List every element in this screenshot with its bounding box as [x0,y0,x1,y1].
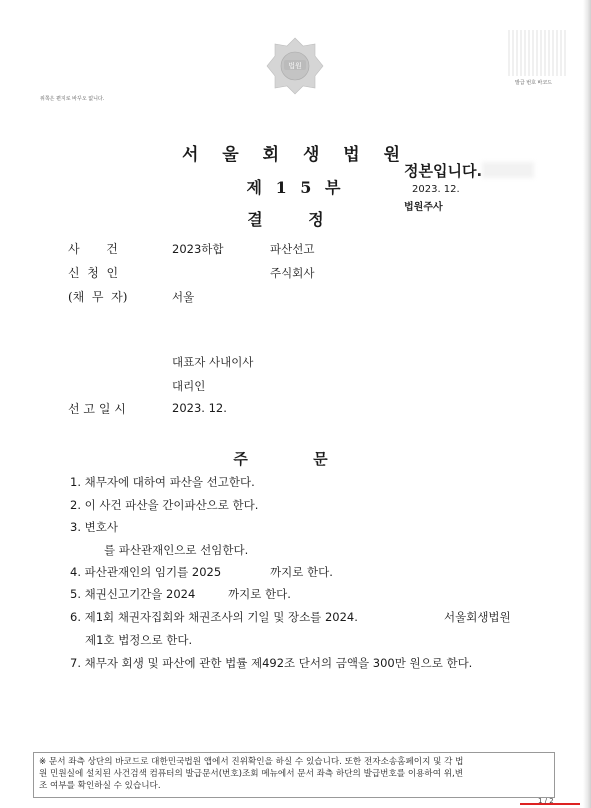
order-item-4: 4. 파산관재인의 임기를 2025 [70,565,222,579]
debtor-label: (채 무 자) [68,290,128,304]
order-item-6-place: 서울회생법원 [444,610,511,624]
court-name: 서 울 회 생 법 원 [181,145,410,165]
agent: 대리인 [172,379,206,393]
notice-line-2: 원 민원실에 설치된 사건검색 컴퓨터의 발급문서(번호)조회 메뉴에서 문서 좌측 하단의 발급번호를 이용하여 위,변 [39,769,464,779]
order-item-5: 5. 채권신고기간을 2024 [70,587,196,601]
applicant-value: 주식회사 [270,266,315,280]
issue-barcode [508,30,566,76]
case-label: 사 건 [68,242,118,256]
top-left-note: 위쪽은 편지로 바꾸오 없니다. [40,96,105,102]
page-edge-shadow [583,0,591,808]
notice-line-3: 조 여부를 확인하실 수 있습니다. [39,781,161,791]
order-item-5-cont: 까지로 한다. [228,587,291,601]
order-item-1: 1. 채무자에 대하여 파산을 선고한다. [70,475,255,489]
order-item-6: 6. 제1회 채권자집회와 채권조사의 기일 및 장소를 2024. [70,610,358,624]
court-seal-icon [265,36,325,96]
order-item-7: 7. 채무자 회생 및 파산에 관한 법률 제492조 단서의 금액을 300만 원으로 한다. [70,656,473,670]
order-item-3: 3. 변호사 [70,520,118,534]
order-item-4-cont: 까지로 한다. [270,565,333,579]
notice-line-1: ※ 문서 좌측 상단의 바코드로 대한민국법원 앱에서 진위확인을 하실 수 있습니다. 또한 전자소송홈페이지 및 각 법 [39,757,464,767]
applicant-label: 신 청 인 [68,266,119,280]
seal-text: 법원 [288,62,302,70]
barcode-caption: 발급 번호 바코드 [515,80,552,86]
case-number: 2023하합 [172,242,224,256]
certification-date: 2023. 12. [412,184,460,195]
document-type: 결 정 [247,210,344,229]
order-title: 주 문 [233,450,358,468]
order-item-2: 2. 이 사건 파산을 간이파산으로 한다. [70,498,259,512]
court-department: 제 1 5 부 [246,178,345,197]
certification-title: 정본입니다. [404,162,483,180]
date-label: 선 고 일 시 [68,402,126,416]
case-name: 파산선고 [270,242,315,256]
page-number: 1 / 2 [538,797,554,805]
order-item-6-cont: 제1호 법정으로 한다. [85,633,193,647]
date-value: 2023. 12. [172,401,227,415]
debtor-value: 서울 [172,290,195,304]
verification-notice [33,752,555,798]
representative: 대표자 사내이사 [172,355,254,369]
order-item-3-cont: 를 파산관재인으로 선임한다. [104,543,249,557]
redacted-block [482,162,534,178]
certification-officer: 법원주사 [404,202,443,213]
